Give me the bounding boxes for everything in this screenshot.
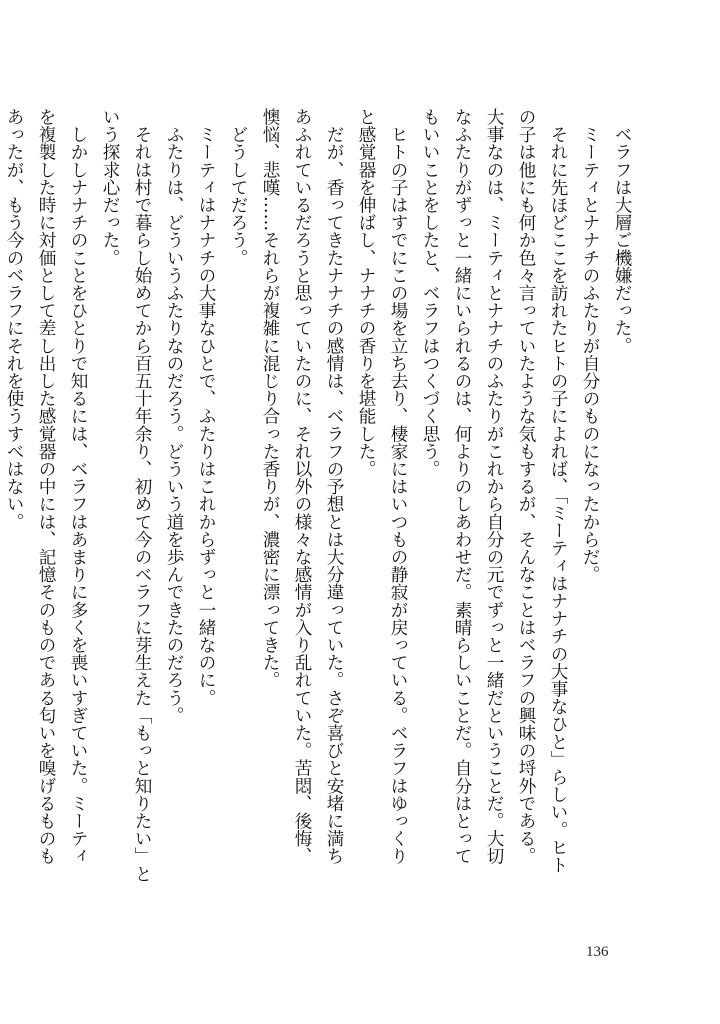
text-line: しかしナナチのことをひとりで知るには、ベラフはあまりに多くを喪いすぎていた。ミーティ xyxy=(68,108,88,865)
text-line: 懊悩、悲嘆……それらが複雑に混じり合った香りが、濃密に漂ってきた。 xyxy=(260,108,280,689)
text-line: もいいことをしたと、ベラフはつくづく思う。 xyxy=(420,108,440,478)
text-line: ミーティはナナチの大事なひとで、ふたりはこれからずっと一緒なのに。 xyxy=(196,108,216,707)
text-line: あったが、もう今のベラフにそれを使うすべはない。 xyxy=(4,108,24,531)
text-line: ミーティとナナチのふたりが自分のものになったからだ。 xyxy=(580,108,600,584)
text-line: あふれているだろうと思っていたのに、それ以外の様々な感情が入り乱れていた。苦悶、後悔、 xyxy=(292,108,312,865)
text-line: を複製した時に対価として差し出した感覚器の中には、記憶そのものである匂いを嗅げるものも xyxy=(36,108,56,865)
text-line: の子は他にも何か色々言っていたような気もするが、そんなことはベラフの興味の埒外である。 xyxy=(516,108,536,865)
body-text xyxy=(4,108,638,908)
text-line: ヒトの子はすでにこの場を立ち去り、棲家にはいつもの静寂が戻っている。ベラフはゆっくり xyxy=(388,108,408,865)
text-line: それは村で暮らし始めてから百五十年余り、初めて今のベラフに芽生えた「もっと知りたい」と xyxy=(132,108,152,883)
page-number: 136 xyxy=(586,944,609,960)
text-line: ふたりは、どういうふたりなのだろう。どういう道を歩んできたのだろう。 xyxy=(164,108,184,724)
text-line: と感覚器を伸ばし、ナナチの香りを堪能した。 xyxy=(356,108,376,478)
text-line: なふたりがずっと一緒にいられるのは、何よりのしあわせだ。素晴らしいことだ。自分はとって xyxy=(452,108,472,865)
text-line: 大事なのは、ミーティとナナチのふたりがこれから自分の元でずっと一緒だということだ。大切 xyxy=(484,108,504,865)
text-line: ベラフは大層ご機嫌だった。 xyxy=(612,108,632,355)
text-line: だが、香ってきたナナチの感情は、ベラフの予想とは大分違っていた。さぞ喜びと安堵に満ち xyxy=(324,108,344,865)
text-line: それに先ほどここを訪れたヒトの子によれば、「ミーティはナナチの大事なひと」らしい。ヒト xyxy=(548,108,568,874)
text-line: どうしてだろう。 xyxy=(228,108,248,267)
text-line: いう探求心だった。 xyxy=(100,108,120,267)
